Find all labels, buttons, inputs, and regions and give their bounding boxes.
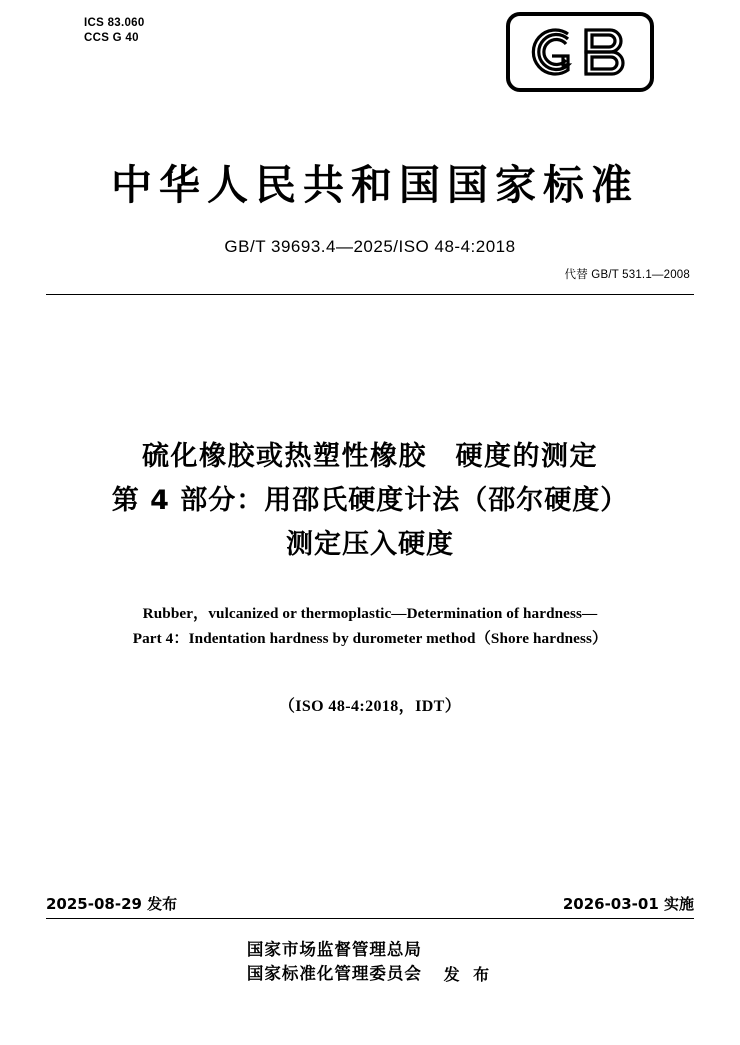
english-title (44, 601, 696, 651)
chinese-title-line-3: 测定压入硬度 (286, 529, 454, 560)
iso-reference: （ISO 48-4:2018，IDT） (278, 698, 462, 715)
ics-block (84, 16, 145, 46)
issue-word: 发 布 (443, 964, 494, 984)
footer-dates (46, 893, 694, 914)
divider-top (46, 294, 694, 295)
english-title-line-2: Part 4：Indentation hardness by durometer method（Shore hardness） (132, 630, 608, 647)
gb-logo-icon (506, 12, 654, 92)
issuer-line-2: 国家标准化管理委员会 (246, 964, 422, 983)
issuer-block (0, 938, 740, 987)
standard-number: GB/T 39693.4—2025/ISO 48-4:2018 (224, 237, 516, 256)
issuer-line-1: 国家市场监督管理总局 (246, 940, 422, 959)
implementation-date: 2026-03-01 实施 (562, 895, 694, 913)
english-title-line-1: Rubber，vulcanized or thermoplastic—Determination of hardness— (142, 605, 598, 622)
ccs-code: CCS G 40 (84, 32, 139, 44)
header-row (44, 0, 696, 138)
chinese-title-line-1: 硫化橡胶或热塑性橡胶 硬度的测定 (142, 441, 598, 472)
divider-bottom (46, 918, 694, 919)
page-title: 中华人民共和国国家标准 (111, 161, 639, 209)
chinese-title-line-2: 第 4 部分：用邵氏硬度计法（邵尔硬度） (111, 485, 629, 516)
ics-code: ICS 83.060 (84, 17, 145, 29)
issue-date: 2025-08-29 发布 (46, 895, 178, 913)
replaces-note: 代替 GB/T 531.1—2008 (564, 269, 690, 281)
chinese-title (44, 435, 696, 567)
